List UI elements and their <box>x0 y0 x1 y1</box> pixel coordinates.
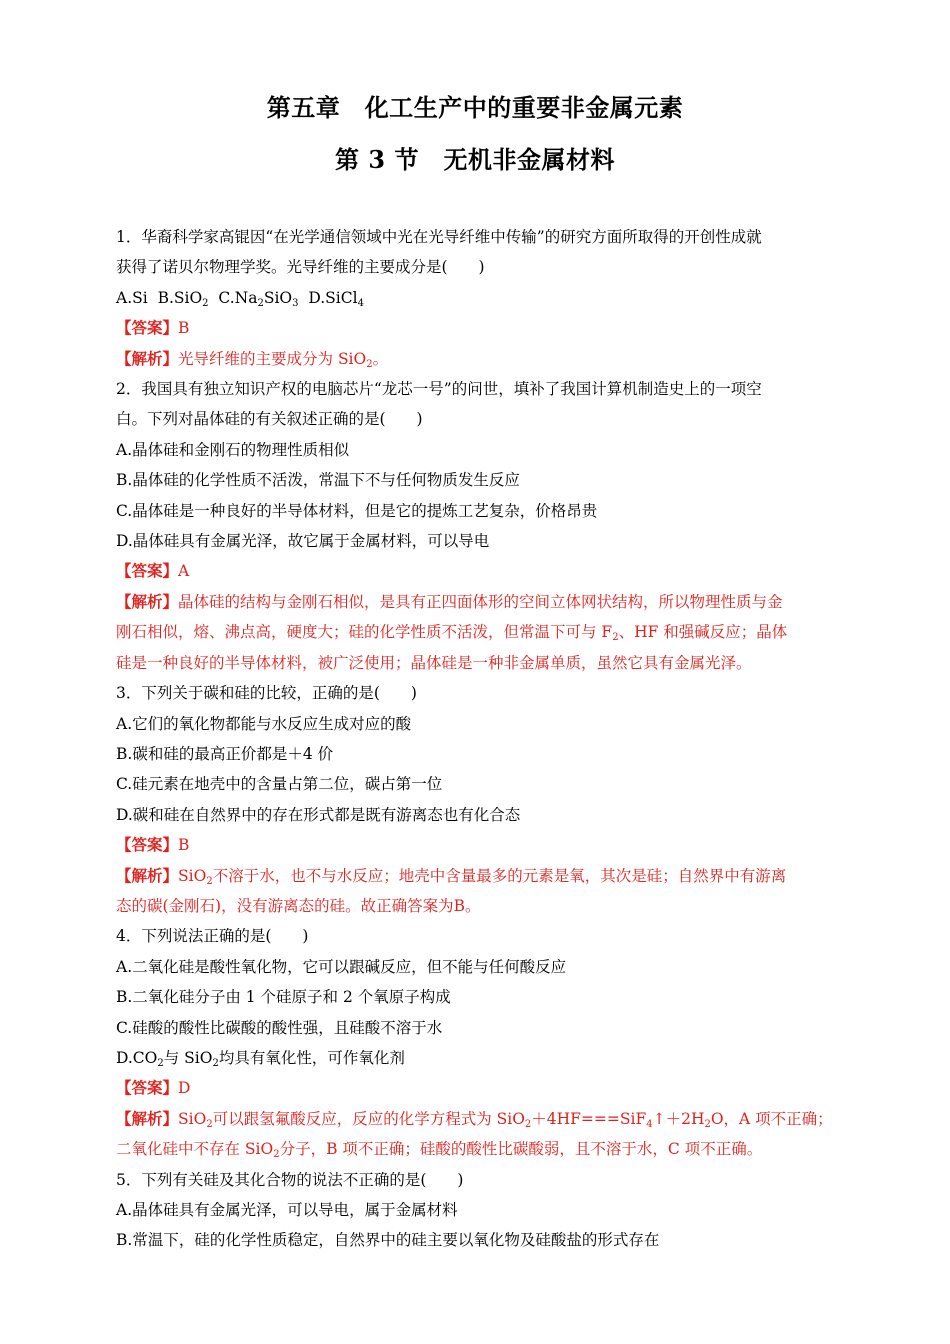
q2-option-b: B.晶体硅的化学性质不活泼，常温下不与任何物质发生反应 <box>116 471 520 490</box>
q5-option-b: B.常温下，硅的化学性质稳定，自然界中的硅主要以氧化物及硅酸盐的形式存在 <box>116 1231 660 1250</box>
q2-option-a: A.晶体硅和金刚石的物理性质相似 <box>116 440 350 459</box>
q4-option-a: A.二氧化硅是酸性氧化物，它可以跟碱反应，但不能与任何酸反应 <box>116 957 567 976</box>
q4-analysis-line1: 【解析】SiO$_2$可以跟氢氟酸反应，反应的化学方程式为 $SiO_2+4HF===SiF_4↑+2H_2O$，A 项不正确； <box>116 1108 833 1130</box>
q4-answer: 【答案】D <box>116 1078 191 1098</box>
q3-option-d: D.碳和硅在自然界中的存在形式都是既有游离态也有化合态 <box>116 805 521 824</box>
question-list <box>116 222 836 1256</box>
q2-stem-line2: 白。下列对晶体硅的有关叙述正确的是( ) <box>116 410 423 429</box>
q2-stem-line1: 2．我国具有独立知识产权的电脑芯片“龙芯一号”的问世，填补了我国计算机制造史上的一项空 <box>116 380 762 399</box>
q3-analysis-line2: 态的碳(金刚石)，没有游离态的硅。故正确答案为B。 <box>116 896 481 915</box>
q2-analysis-line1: 【解析】晶体硅的结构与金刚石相似，是具有正四面体形的空间立体网状结构，所以物理性质与金 <box>116 591 783 611</box>
q5-option-a: A.晶体硅具有金属光泽，可以导电，属于金属材料 <box>116 1201 458 1219</box>
q4-option-d: $D.CO_2$与 SiO$_2$均具有氧化性，可作氧化剂 <box>116 1048 405 1069</box>
q2-option-d: D.晶体硅具有金属光泽，故它属于金属材料，可以导电 <box>116 532 490 551</box>
q4-stem: 4．下列说法正确的是( ) <box>116 927 309 946</box>
q3-analysis-line1: 【解析】SiO$_2$不溶于水，也不与水反应；地壳中含量最多的元素是氧，其次是硅；自然界中有游离 <box>116 865 787 887</box>
q2-answer: 【答案】A <box>116 561 190 581</box>
q1-analysis: 【解析】光导纤维的主要成分为 SiO$_2$。 <box>116 348 389 370</box>
q3-option-b: B.碳和硅的最高正价都是＋4 价 <box>116 744 334 763</box>
q5-stem: 5．下列有关硅及其化合物的说法不正确的是( ) <box>116 1170 464 1189</box>
q3-answer: 【答案】B <box>116 835 190 855</box>
q1-options: A.Si B.SiO$_2$ $C.Na_2SiO_3$ D.SiCl$_4$ <box>116 288 364 309</box>
q1-stem-line1: 1．华裔科学家高锟因“在光学通信领域中光在光导纤维中传输”的研究方面所取得的开创性成就 <box>116 228 762 246</box>
q2-analysis-line3: 硅是一种良好的半导体材料，被广泛使用；晶体硅是一种非金属单质，虽然它具有金属光泽。 <box>116 653 752 672</box>
q3-option-a: A.它们的氧化物都能与水反应生成对应的酸 <box>116 714 412 733</box>
q1-stem-line2: 获得了诺贝尔物理学奖。光导纤维的主要成分是( ) <box>116 258 485 277</box>
q4-option-c: C.硅酸的酸性比碳酸的酸性强，且硅酸不溶于水 <box>116 1018 443 1037</box>
q4-analysis-line2: 二氧化硅中不存在 SiO$_2$分子，B 项不正确；硅酸的酸性比碳酸弱，且不溶于水，C 项不正确。 <box>116 1140 763 1161</box>
q3-stem: 3．下列关于碳和硅的比较，正确的是( ) <box>116 684 417 703</box>
q2-analysis-line2: 刚石相似，熔、沸点高，硬度大；硅的化学性质不活泼，但常温下可与 $F_2$、HF 和强碱反应；晶体 <box>116 623 788 644</box>
q3-option-c: C.硅元素在地壳中的含量占第二位，碳占第一位 <box>116 775 443 794</box>
q4-option-b: B.二氧化硅分子由 1 个硅原子和 2 个氧原子构成 <box>116 988 451 1007</box>
chapter-title: 第五章 化工生产中的重要非金属元素 <box>266 93 684 122</box>
q1-answer: 【答案】B <box>116 318 190 338</box>
q2-option-c: C.晶体硅是一种良好的半导体材料，但是它的提炼工艺复杂，价格昂贵 <box>116 501 598 520</box>
section-title: 第 3 节 无机非金属材料 <box>335 145 615 174</box>
